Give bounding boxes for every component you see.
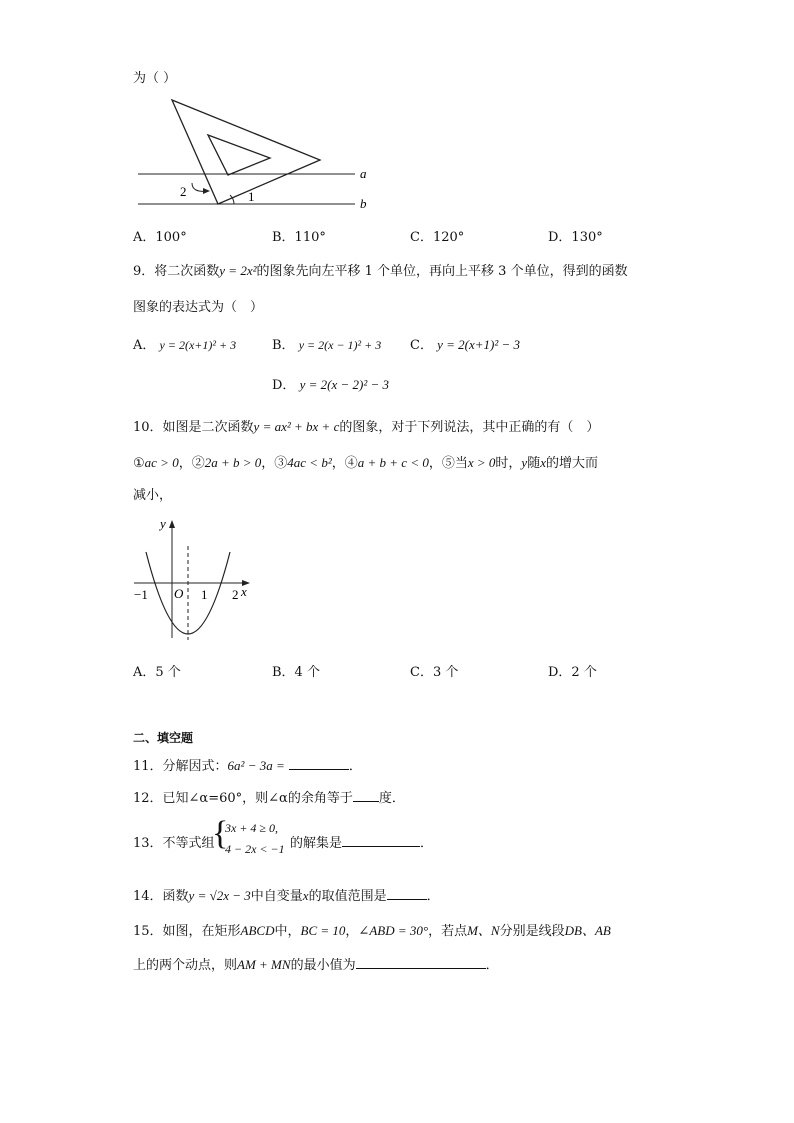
q10-line3: 减小， <box>133 488 173 503</box>
q15-blank <box>356 956 486 969</box>
parabola <box>146 552 230 634</box>
x-label: x <box>241 584 247 599</box>
q11-blank <box>289 757 349 770</box>
q10-line1: 10．如图是二次函数y = ax² + bx + c的图象，对于下列说法，其中正确的有（ ） <box>133 419 600 435</box>
arrow-head <box>203 188 210 194</box>
q9-option-b: B． y = 2(x − 1)² + 3 <box>272 338 382 353</box>
tick-1: 1 <box>201 587 208 602</box>
q10-line2: ①ac > 0，②2a + b > 0，③4ac < b²，④a + b + c < 0，⑤当x > 0时，y随x的增大而 <box>133 455 599 471</box>
q9-option-d: D． y = 2(x − 2)² − 3 <box>272 377 389 393</box>
q15-line1: 15．如图，在矩形ABCD中，BC = 10，∠ABD = 30°，若点M、N分别是线段DB、AB <box>133 923 611 939</box>
q8-option-b: B．110° <box>272 230 326 245</box>
q13-post: 的解集是 ． <box>290 836 434 851</box>
label-b: b <box>360 196 367 211</box>
q10-graph <box>130 512 260 644</box>
q8-figure <box>130 95 380 215</box>
q13-ineq1: 3x + 4 ≥ 0, <box>225 821 279 835</box>
y-label: y <box>160 516 166 531</box>
label-a: a <box>360 166 367 181</box>
q9-line1: 9．将二次函数y = 2x²的图象先向左平移 1 个单位，再向上平移 3 个单位，得到的函数 <box>133 263 628 279</box>
q15-line2: 上的两个动点，则AM + MN的最小值为 ． <box>133 957 499 973</box>
q14-blank <box>387 887 427 900</box>
q10-option-b: B．4 个 <box>272 665 320 680</box>
q10-option-d: D．2 个 <box>548 665 597 680</box>
y-axis-arrow <box>169 520 175 528</box>
label-2: 2 <box>180 184 187 199</box>
q12-blank <box>353 789 379 802</box>
q13-ineq2: 4 − 2x < −1 <box>225 842 285 856</box>
q13-brace: { <box>212 815 229 852</box>
q9-line2: 图象的表达式为（ ） <box>133 300 264 315</box>
triangle-inner <box>208 135 270 175</box>
q8-option-a: A．100° <box>133 230 187 245</box>
section-title: 二、填空题 <box>133 731 194 745</box>
q10-option-c: C．3 个 <box>410 665 459 680</box>
q14: 14．函数y = √2x − 3中自变量x的取值范围是 ． <box>133 888 440 904</box>
q11: 11．分解因式：6a² − 3a = ． <box>133 758 362 774</box>
origin-label: O <box>174 586 184 601</box>
tick-2: 2 <box>232 587 239 602</box>
q13-pre: 13．不等式组 <box>133 836 215 851</box>
q13-blank <box>342 834 420 847</box>
label-1: 1 <box>248 189 255 204</box>
q8-option-d: D．130° <box>548 230 603 245</box>
q9-option-c: C． y = 2(x+1)² − 3 <box>410 337 521 353</box>
q8-tail: 为（ ） <box>133 71 177 86</box>
q9-option-a: A． y = 2(x+1)² + 3 <box>133 338 237 353</box>
q12: 12．已知∠α=60°，则∠α的余角等于 度． <box>133 791 405 806</box>
angle-1-arc <box>230 195 234 204</box>
tick-minus1: −1 <box>134 587 148 602</box>
q8-option-c: C．120° <box>410 230 465 245</box>
q10-option-a: A．5 个 <box>133 665 181 680</box>
